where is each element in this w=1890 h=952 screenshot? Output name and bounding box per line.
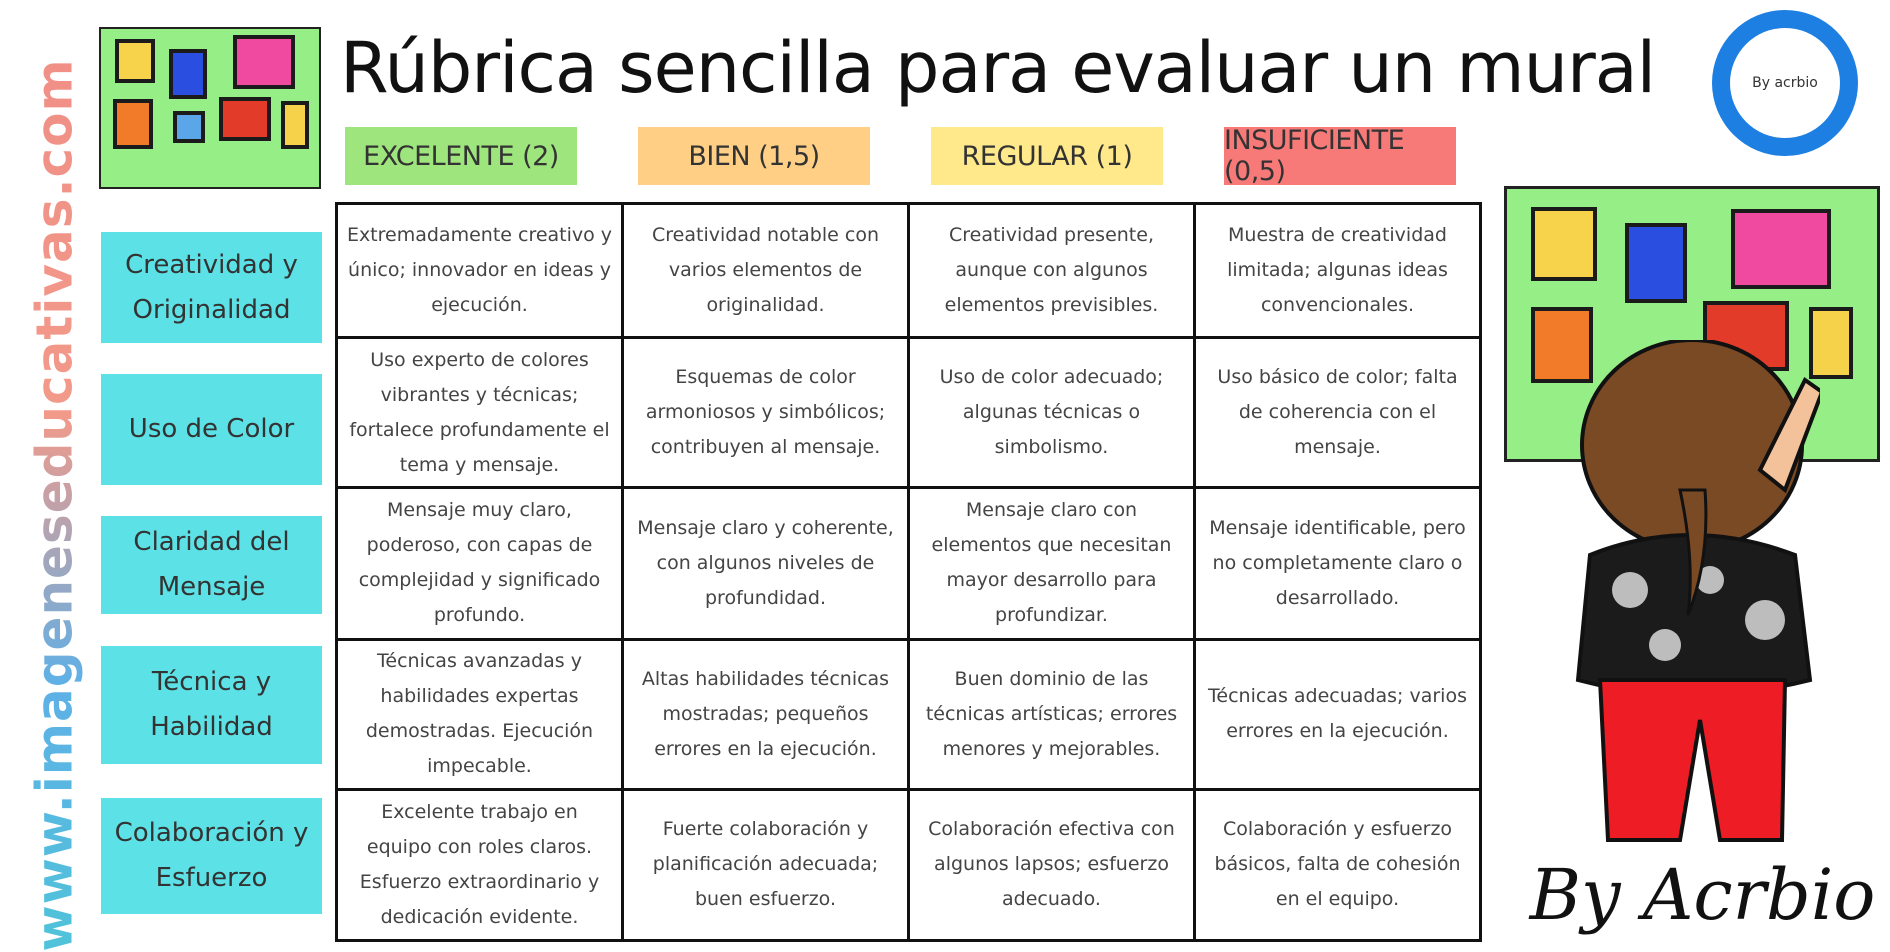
table-row	[337, 639, 1481, 789]
criterion-tecnica: Técnica y Habilidad	[101, 646, 322, 764]
mural-frame	[1625, 223, 1687, 303]
rubric-cell: Colaboración y esfuerzo básicos, falta de cohesión en el equipo.	[1195, 789, 1481, 940]
rubric-table	[335, 202, 1482, 942]
rubric-cell: Excelente trabajo en equipo con roles claros. Esfuerzo extraordinario y dedicación evidente.	[337, 789, 623, 940]
brand-logo	[1712, 10, 1858, 156]
brand-logo-text: By acrbio	[1730, 28, 1840, 138]
level-excelente: EXCELENTE (2)	[345, 127, 577, 185]
rubric-cell: Creatividad notable con varios elementos de originalidad.	[623, 204, 909, 338]
author-signature: By Acrbio	[1529, 854, 1876, 936]
mural-frame	[1731, 209, 1831, 289]
rubric-cell: Altas habilidades técnicas mostradas; pequeños errores en la ejecución.	[623, 639, 909, 789]
rubric-cell: Mensaje muy claro, poderoso, con capas de complejidad y significado profundo.	[337, 488, 623, 639]
table-row	[337, 488, 1481, 639]
mural-thumbnail	[99, 27, 321, 189]
rubric-cell: Uso de color adecuado; algunas técnicas o simbolismo.	[909, 338, 1195, 488]
page-title: Rúbrica sencilla para evaluar un mural	[340, 27, 1656, 109]
level-insuficiente: INSUFICIENTE (0,5)	[1224, 127, 1456, 185]
rubric-cell: Técnicas avanzadas y habilidades expertas demostradas. Ejecución impecable.	[337, 639, 623, 789]
rubric-cell: Colaboración efectiva con algunos lapsos; esfuerzo adecuado.	[909, 789, 1195, 940]
child-illustration	[1560, 340, 1820, 850]
level-bien: BIEN (1,5)	[638, 127, 870, 185]
rubric-cell: Uso experto de colores vibrantes y técnicas; fortalece profundamente el tema y mensaje.	[337, 338, 623, 488]
criterion-claridad: Claridad del Mensaje	[101, 516, 322, 614]
mural-frame	[115, 39, 155, 83]
shirt-dot	[1649, 629, 1681, 661]
shirt-dot	[1612, 572, 1648, 608]
rubric-cell: Fuerte colaboración y planificación adecuada; buen esfuerzo.	[623, 789, 909, 940]
rubric-cell: Creatividad presente, aunque con algunos elementos previsibles.	[909, 204, 1195, 338]
mural-frame	[1531, 207, 1597, 281]
mural-frame	[173, 111, 205, 143]
rubric-cell: Mensaje claro y coherente, con algunos niveles de profundidad.	[623, 488, 909, 639]
rubric-cell: Mensaje claro con elementos que necesitan mayor desarrollo para profundizar.	[909, 488, 1195, 639]
side-watermark	[25, 58, 85, 952]
mural-frame	[219, 97, 271, 141]
shirt-dot	[1745, 600, 1785, 640]
rubric-cell: Uso básico de color; falta de coherencia con el mensaje.	[1195, 338, 1481, 488]
table-row	[337, 338, 1481, 488]
side-watermark-text: www.imageneseducativas.com	[26, 58, 84, 952]
mural-frame	[169, 49, 207, 99]
rubric-cell: Buen dominio de las técnicas artísticas; errores menores y mejorables.	[909, 639, 1195, 789]
level-regular: REGULAR (1)	[931, 127, 1163, 185]
rubric-cell: Extremadamente creativo y único; innovador en ideas y ejecución.	[337, 204, 623, 338]
rubric-cell: Muestra de creatividad limitada; algunas ideas convencionales.	[1195, 204, 1481, 338]
table-row	[337, 204, 1481, 338]
mural-frame	[113, 99, 153, 149]
mural-frame	[233, 35, 295, 89]
criterion-creatividad: Creatividad y Originalidad	[101, 232, 322, 343]
child-pants	[1600, 680, 1785, 840]
mural-frame	[281, 101, 309, 149]
rubric-cell: Mensaje identificable, pero no completamente claro o desarrollado.	[1195, 488, 1481, 639]
rubric-cell: Esquemas de color armoniosos y simbólicos; contribuyen al mensaje.	[623, 338, 909, 488]
rubric-cell: Técnicas adecuadas; varios errores en la ejecución.	[1195, 639, 1481, 789]
criterion-color: Uso de Color	[101, 374, 322, 485]
criterion-colaboracion: Colaboración y Esfuerzo	[101, 798, 322, 914]
table-row	[337, 789, 1481, 940]
